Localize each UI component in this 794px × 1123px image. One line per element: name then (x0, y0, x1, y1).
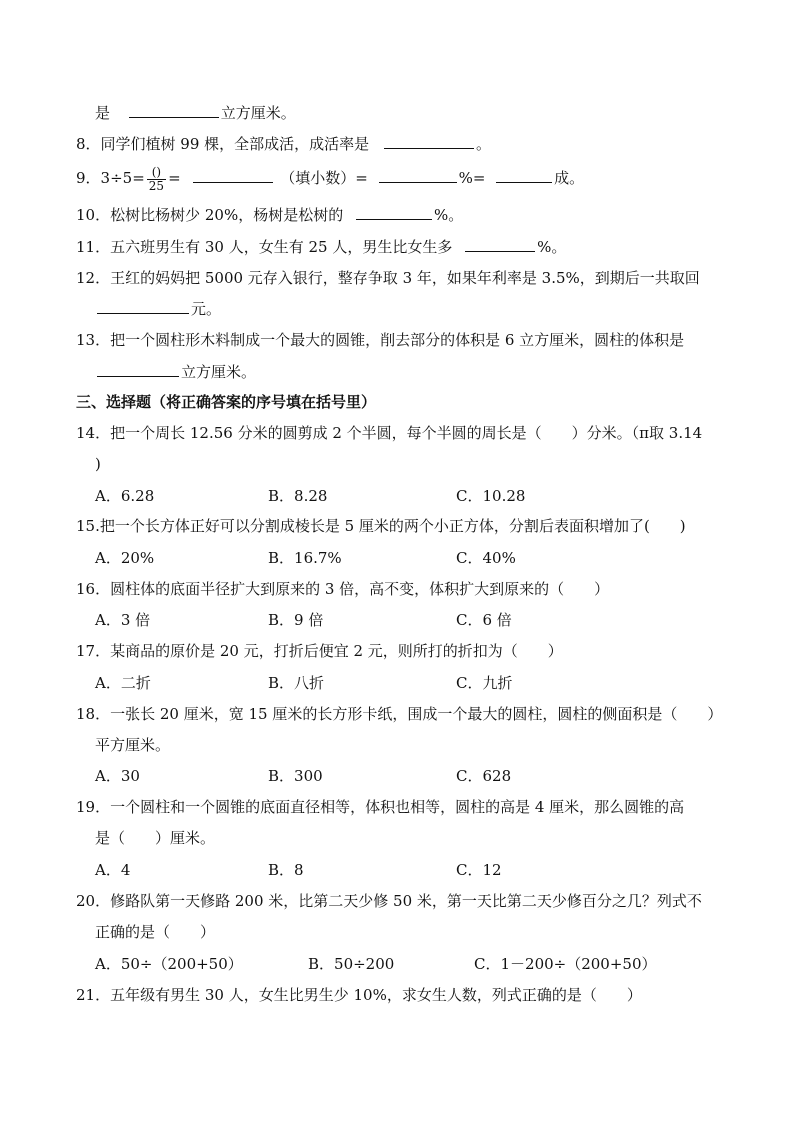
question-13-line2 (95, 361, 256, 382)
option-c[interactable]: C．12 (456, 861, 502, 879)
question-14: 14．把一个周长 12.56 分米的圆剪成 2 个半圆，每个半圆的周长是（ ）分米。（π取 3.14 (76, 424, 703, 442)
question-21: 21．五年级有男生 30 人，女生比男生少 10%，求女生人数，列式正确的是（ ） (76, 986, 642, 1004)
question-9 (76, 163, 584, 193)
answer-blank[interactable] (379, 167, 457, 183)
option-c[interactable]: C．10.28 (456, 487, 526, 505)
q9-equals: = (168, 169, 181, 187)
answer-blank[interactable] (384, 133, 474, 149)
option-b[interactable]: B．9 倍 (268, 611, 324, 629)
q11-text: 11．五六班男生有 30 人，女生有 25 人，男生比女生多 (76, 238, 453, 256)
option-c[interactable]: C．九折 (456, 674, 513, 692)
option-a[interactable]: A．二折 (95, 674, 151, 692)
question-13: 13．把一个圆柱形木料制成一个最大的圆锥，削去部分的体积是 6 立方厘米，圆柱的体积是 (76, 331, 685, 349)
q8-text: 8．同学们植树 99 棵，全部成活，成活率是 (76, 135, 370, 153)
question-20-line2: 正确的是（ ） (95, 923, 216, 941)
option-c[interactable]: C．1－200÷（200+50） (474, 955, 657, 973)
q9-end: 成。 (554, 169, 585, 187)
option-b[interactable]: B．16.7% (268, 549, 342, 567)
q11-end: %。 (537, 238, 567, 256)
answer-blank[interactable] (129, 102, 219, 118)
answer-blank[interactable] (97, 361, 179, 377)
q10-end: %。 (433, 206, 464, 224)
question-11 (76, 236, 566, 257)
question-17: 17．某商品的原价是 20 元，打折后便宜 2 元，则所打的折扣为（ ） (76, 642, 563, 660)
option-a[interactable]: A．20% (95, 549, 155, 567)
fraction (147, 166, 166, 193)
option-a[interactable]: A．30 (95, 767, 140, 785)
option-b[interactable]: B．8 (268, 861, 304, 879)
question-20: 20．修路队第一天修路 200 米，比第二天少修 50 米，第一天比第二天少修百分之几？列式不 (76, 892, 702, 910)
q9-text: 9．3÷5= (76, 169, 145, 187)
option-c[interactable]: C．40% (456, 549, 516, 567)
fraction-numerator: () (147, 166, 166, 180)
answer-blank[interactable] (356, 204, 432, 220)
q10-text: 10．松树比杨树少 20%，杨树是松树的 (76, 206, 344, 224)
answer-blank[interactable] (97, 298, 189, 314)
option-c[interactable]: C．628 (456, 767, 512, 785)
question-19: 19．一个圆柱和一个圆锥的底面直径相等，体积也相等，圆柱的高是 4 厘米，那么圆锥的高 (76, 798, 685, 816)
option-b[interactable]: B．50÷200 (308, 955, 395, 973)
question-10 (76, 204, 463, 225)
answer-blank[interactable] (193, 167, 273, 183)
question-18-line2: 平方厘米。 (95, 736, 171, 754)
option-b[interactable]: B．8.28 (268, 487, 328, 505)
q9-percent-label: %= (458, 169, 486, 187)
option-b[interactable]: B．300 (268, 767, 323, 785)
option-c[interactable]: C．6 倍 (456, 611, 512, 629)
option-a[interactable]: A．4 (95, 861, 131, 879)
q7-unit: 立方厘米。 (220, 104, 296, 122)
answer-blank[interactable] (496, 167, 552, 183)
option-a[interactable]: A．50÷（200+50） (95, 955, 243, 973)
fraction-denominator: 25 (148, 178, 165, 193)
question-14-line2: ) (95, 455, 101, 473)
question-15: 15.把一个长方体正好可以分割成棱长是 5 厘米的两个小正方体，分割后表面积增加了( ) (76, 517, 686, 535)
q8-end: 。 (475, 135, 491, 153)
question-19-line2: 是（ ）厘米。 (95, 829, 216, 847)
question-12: 12．王红的妈妈把 5000 元存入银行，整存争取 3 年，如果年利率是 3.5%，到期后一共取回 (76, 269, 700, 287)
answer-blank[interactable] (465, 236, 535, 252)
question-16: 16．圆柱体的底面半径扩大到原来的 3 倍，高不变，体积扩大到原来的（ ） (76, 580, 610, 598)
section-heading: 三、选择题（将正确答案的序号填在括号里） (76, 393, 377, 411)
option-a[interactable]: A．3 倍 (95, 611, 151, 629)
question-18: 18．一张长 20 厘米，宽 15 厘米的长方形卡纸，围成一个最大的圆柱，圆柱的侧面积是（ ） (76, 705, 723, 723)
option-a[interactable]: A．6.28 (95, 487, 155, 505)
question-12-line2 (95, 298, 221, 319)
q7-text: 是 (95, 104, 111, 122)
q7-continuation (95, 102, 296, 123)
option-b[interactable]: B．八折 (268, 674, 325, 692)
question-8 (76, 133, 491, 154)
q12-end: 元。 (191, 300, 222, 318)
q9-decimal-label: （填小数）= (280, 169, 368, 187)
q13-end: 立方厘米。 (181, 363, 257, 381)
